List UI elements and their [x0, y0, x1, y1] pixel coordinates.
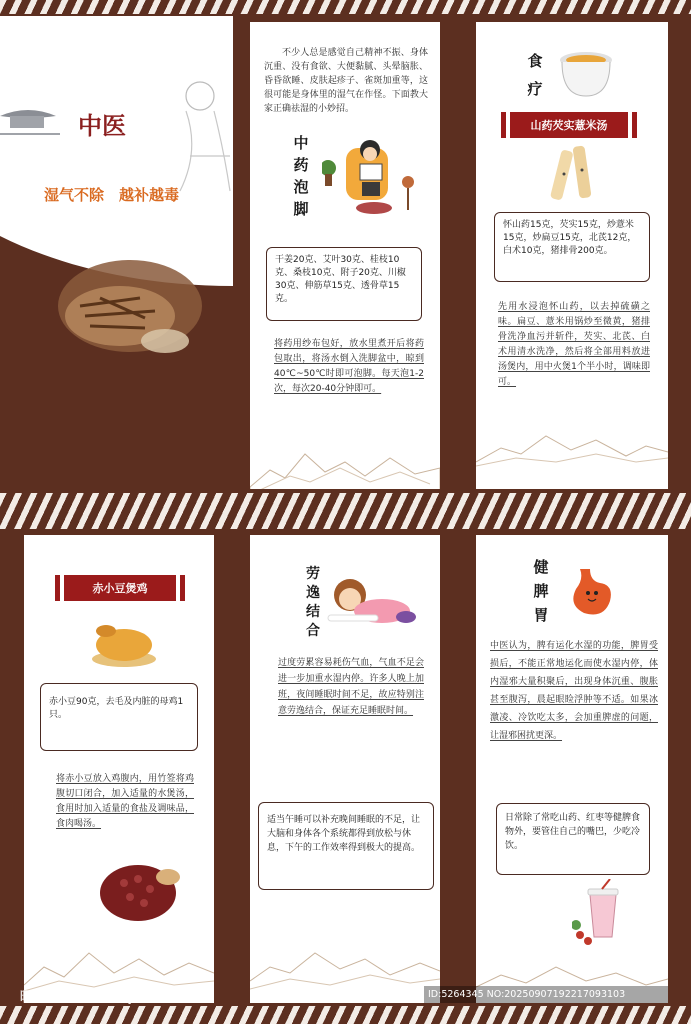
- mountain-decoration: [476, 418, 668, 468]
- red-bean-chicken-panel: [24, 535, 214, 1003]
- cover-background-art: [0, 16, 233, 491]
- foot-soak-panel: [250, 22, 440, 489]
- spleen-stomach-panel: [476, 535, 668, 1003]
- sleeping-girl-illustration: [322, 571, 418, 631]
- title-char: 劳: [306, 566, 320, 582]
- cover-panel: [0, 16, 233, 491]
- red-beans-illustration: [94, 857, 184, 927]
- diet-recipe-box: 怀山药15克，芡实15克，炒薏米15克，炒扁豆15克，北芪12克，白术10克，猪排骨200克。: [494, 212, 650, 282]
- chicken-recipe-banner: 赤小豆煲鸡: [64, 575, 176, 601]
- bottom-stripe-border: [0, 1006, 691, 1024]
- title-char: 结: [306, 604, 320, 620]
- yam-sticks-illustration: [546, 144, 606, 206]
- foot-soak-recipe-box: 干姜20克、艾叶30克、桂枝10克、桑枝10克、附子20克、川椒30克、伸筋草15克、透骨草15克。: [266, 247, 422, 321]
- work-rest-panel: [250, 535, 440, 1003]
- foot-soak-title: [292, 132, 310, 220]
- title-char: 逸: [306, 585, 320, 601]
- title-char: 健: [533, 558, 549, 576]
- diet-method: 先用水浸泡怀山药，以去掉硫磺之味。扁豆、薏米用锅炒至微黄，猪排骨洗净血污并斩件，芡实、北芪、白术用清水洗净，然后将全部用料放进汤煲内，用中火煲1个半小时，调味即可。: [498, 302, 650, 387]
- cover-subtitle: 湿气不除 越补越毒: [44, 186, 180, 204]
- diet-therapy-title: [526, 50, 544, 100]
- soup-pot-illustration: [556, 44, 616, 100]
- spleen-paragraph: 中医认为，脾有运化水湿的功能，脾胃受损后，不能正常地运化而使水湿内停，体内湿邪大量积聚后，出现身体沉重、腹胀甚至腹泻，晨起眼睑浮肿等不适。如果冰激凌、冷饮吃太多，会加重脾虚的问题，让湿邪困扰更深。: [490, 641, 658, 741]
- spleen-stomach-title: [532, 555, 550, 627]
- intro-paragraph: 不少人总是感觉自己精神不振、身体沉重、没有食欲、大便黏腻、头晕脑胀、昏昏欲睡、皮肤起疹子、雀斑加重等，这很可能是身体里的湿气在作怪。下面教大家正确祛湿的小妙招。: [264, 48, 428, 114]
- title-char: 疗: [527, 80, 543, 98]
- chicken-recipe-box: 赤小豆90克，去毛及内脏的母鸡1只。: [40, 683, 198, 751]
- bubble-tea-illustration: [572, 879, 632, 949]
- cold-drink-advice-box: 日常除了常吃山药、红枣等健脾食物外，要管住自己的嘴巴，少吃冷饮。: [496, 803, 650, 875]
- mountain-decoration: [250, 933, 440, 993]
- work-rest-title: [304, 565, 322, 641]
- title-char: 药: [293, 156, 309, 174]
- mountain-decoration: [250, 432, 440, 489]
- cover-title: 中医: [78, 111, 126, 140]
- title-char: 泡: [293, 178, 309, 196]
- title-char: 脚: [293, 200, 309, 218]
- site-watermark: 昵图网 www.nipic.com: [20, 990, 191, 1005]
- diet-recipe-banner: 山药芡实薏米汤: [510, 112, 628, 138]
- title-char: 中: [293, 134, 309, 152]
- chicken-method: 将赤小豆放入鸡腹内，用竹签将鸡腹切口闭合，加入适量的水煲汤，食用时加入适量的食盐及调味品，食肉喝汤。: [56, 774, 194, 829]
- title-char: 合: [306, 623, 320, 639]
- nap-advice-box: 适当午睡可以补充晚间睡眠的不足，让大脑和身体各个系统都得到放松与休息，下午的工作效率得到极大的提高。: [258, 802, 434, 890]
- foot-soak-method: 将药用纱布包好，放水里煮开后将药包取出，将汤水倒入洗脚盆中，晾到40℃~50℃时即可泡脚。每天泡1-2次，每次20-40分钟即可。: [274, 339, 424, 394]
- title-char: 脾: [533, 582, 549, 600]
- title-char: 胃: [533, 606, 549, 624]
- image-id-label: ID:5264345 NO:20250907192217093103: [424, 986, 668, 1003]
- work-rest-paragraph: 过度劳累容易耗伤气血，气血不足会进一步加重水湿内停。许多人晚上加班，夜间睡眠时间不足，故应特别注意劳逸结合，保证充足睡眠时间。: [278, 658, 424, 716]
- diet-therapy-panel: [476, 22, 668, 489]
- middle-stripe-border: [0, 493, 691, 529]
- braised-chicken-illustration: [84, 613, 164, 673]
- stomach-mascot-illustration: [562, 563, 612, 619]
- title-char: 食: [527, 52, 543, 70]
- reading-girl-illustration: [322, 130, 422, 220]
- top-stripe-border: [0, 0, 691, 14]
